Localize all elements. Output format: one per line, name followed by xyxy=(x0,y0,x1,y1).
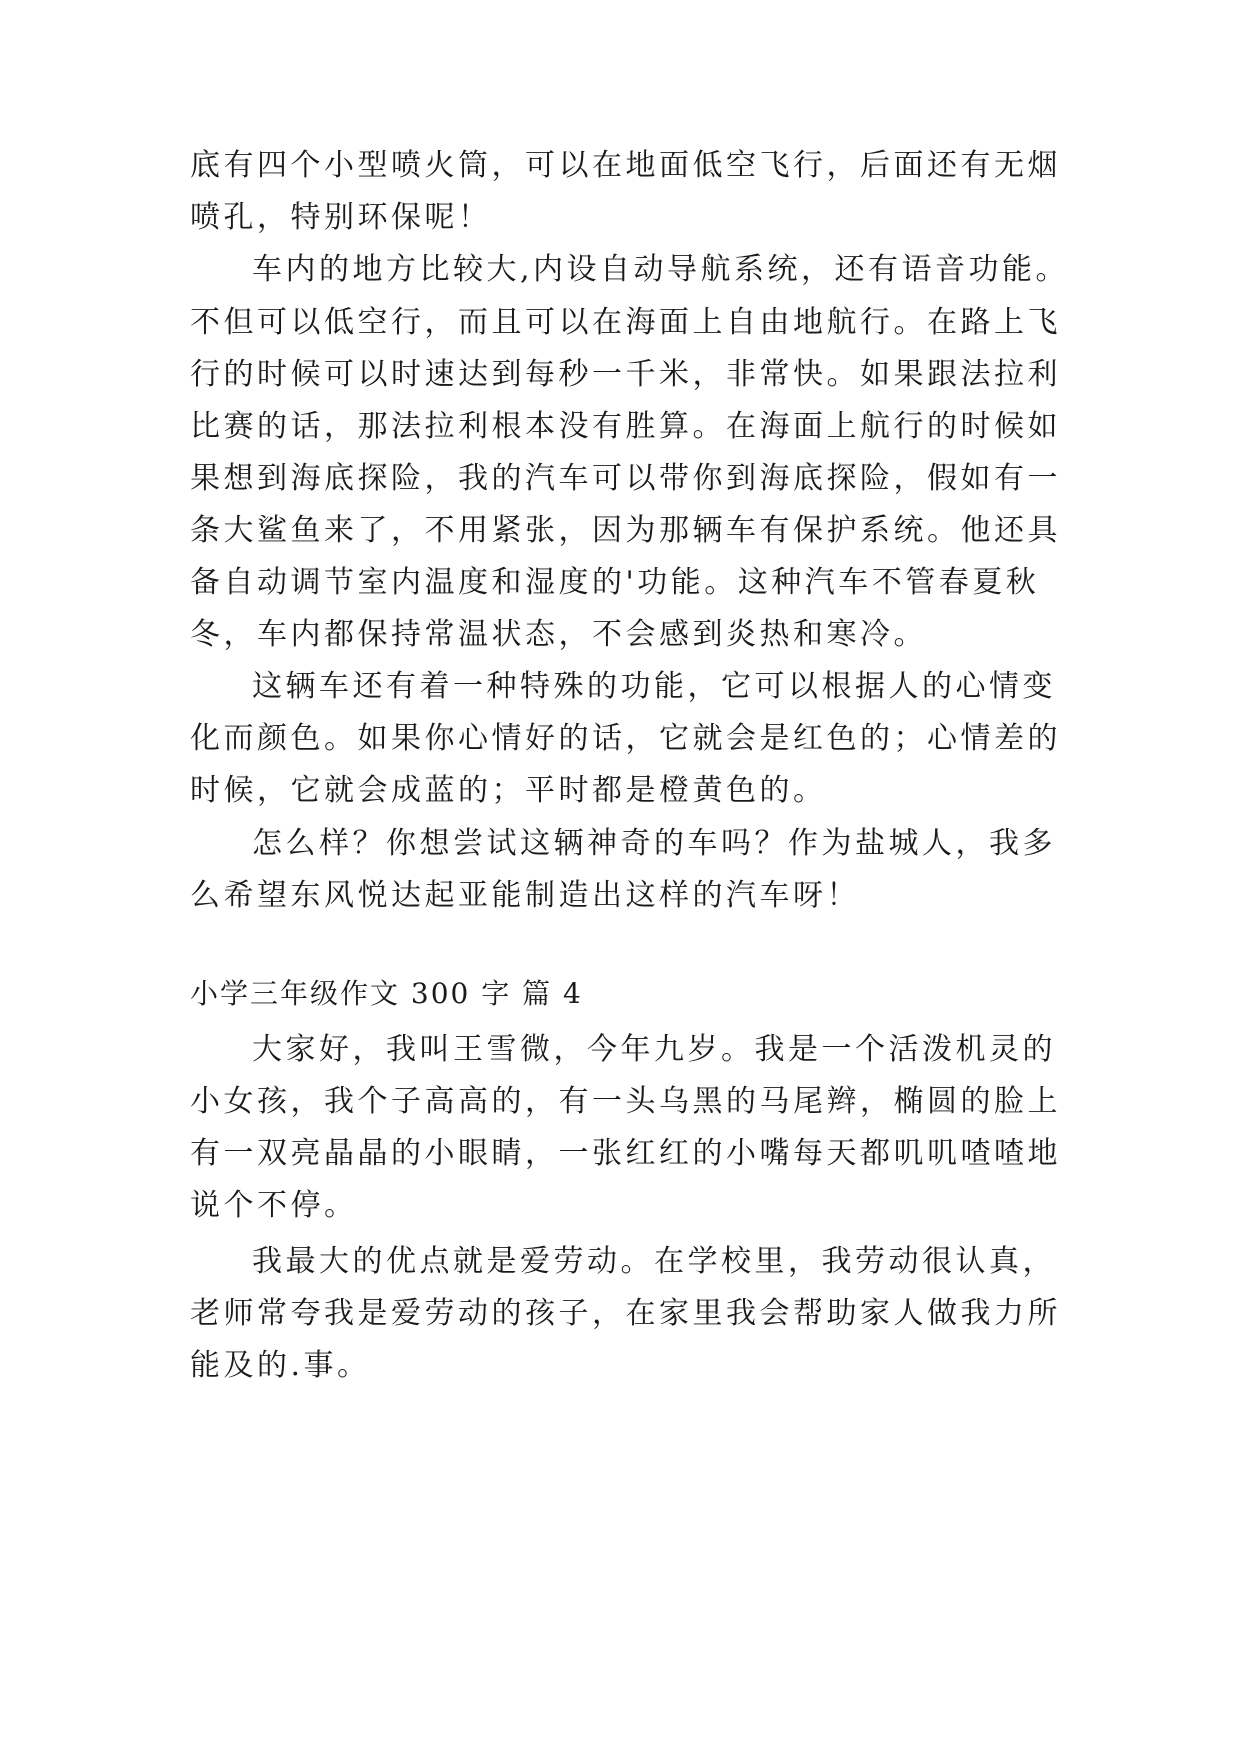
paragraph-line: 大家好，我叫王雪微，今年九岁。我是一个活泼机灵的 xyxy=(252,1032,1056,1067)
paragraph-line: 说个不停。 xyxy=(190,1188,358,1223)
paragraph-line: 比赛的话，那法拉利根本没有胜算。在海面上航行的时候如 xyxy=(190,409,1061,444)
paragraph-line: 么希望东风悦达起亚能制造出这样的汽车呀！ xyxy=(190,878,860,913)
paragraph-line: 冬，车内都保持常温状态，不会感到炎热和寒冷。 xyxy=(190,617,927,652)
paragraph-line: 车内的地方比较大,内设自动导航系统，还有语音功能。 xyxy=(252,252,1070,287)
paragraph-line: 小女孩，我个子高高的，有一头乌黑的马尾辫，椭圆的脸上 xyxy=(190,1084,1061,1119)
paragraph-line: 有一双亮晶晶的小眼睛，一张红红的小嘴每天都叽叽喳喳地 xyxy=(190,1136,1061,1171)
paragraph-line: 不但可以低空行，而且可以在海面上自由地航行。在路上飞 xyxy=(190,305,1061,340)
paragraph-line: 我最大的优点就是爱劳动。在学校里，我劳动很认真， xyxy=(252,1244,1056,1279)
paragraph-line: 能及的.事。 xyxy=(190,1348,371,1383)
paragraph-line: 怎么样？你想尝试这辆神奇的车吗？作为盐城人，我多 xyxy=(252,826,1056,861)
paragraph-line: 果想到海底探险，我的汽车可以带你到海底探险，假如有一 xyxy=(190,461,1061,496)
paragraph-line: 老师常夸我是爱劳动的孩子，在家里我会帮助家人做我力所 xyxy=(190,1296,1061,1331)
paragraph-line: 时候，它就会成蓝的；平时都是橙黄色的。 xyxy=(190,773,827,808)
paragraph-line: 这辆车还有着一种特殊的功能，它可以根据人的心情变 xyxy=(252,669,1056,704)
paragraph-line: 行的时候可以时速达到每秒一千米，非常快。如果跟法拉利 xyxy=(190,357,1061,392)
paragraph-line: 条大鲨鱼来了，不用紧张，因为那辆车有保护系统。他还具 xyxy=(190,513,1061,548)
section-title: 小学三年级作文 300 字 篇 4 xyxy=(190,977,583,1010)
paragraph-line: 喷孔，特别环保呢！ xyxy=(190,200,492,235)
paragraph-line: 底有四个小型喷火筒，可以在地面低空飞行，后面还有无烟 xyxy=(190,148,1061,183)
paragraph-line: 备自动调节室内温度和湿度的'功能。这种汽车不管春夏秋 xyxy=(190,565,1040,600)
paragraph-line: 化而颜色。如果你心情好的话，它就会是红色的；心情差的 xyxy=(190,721,1061,756)
